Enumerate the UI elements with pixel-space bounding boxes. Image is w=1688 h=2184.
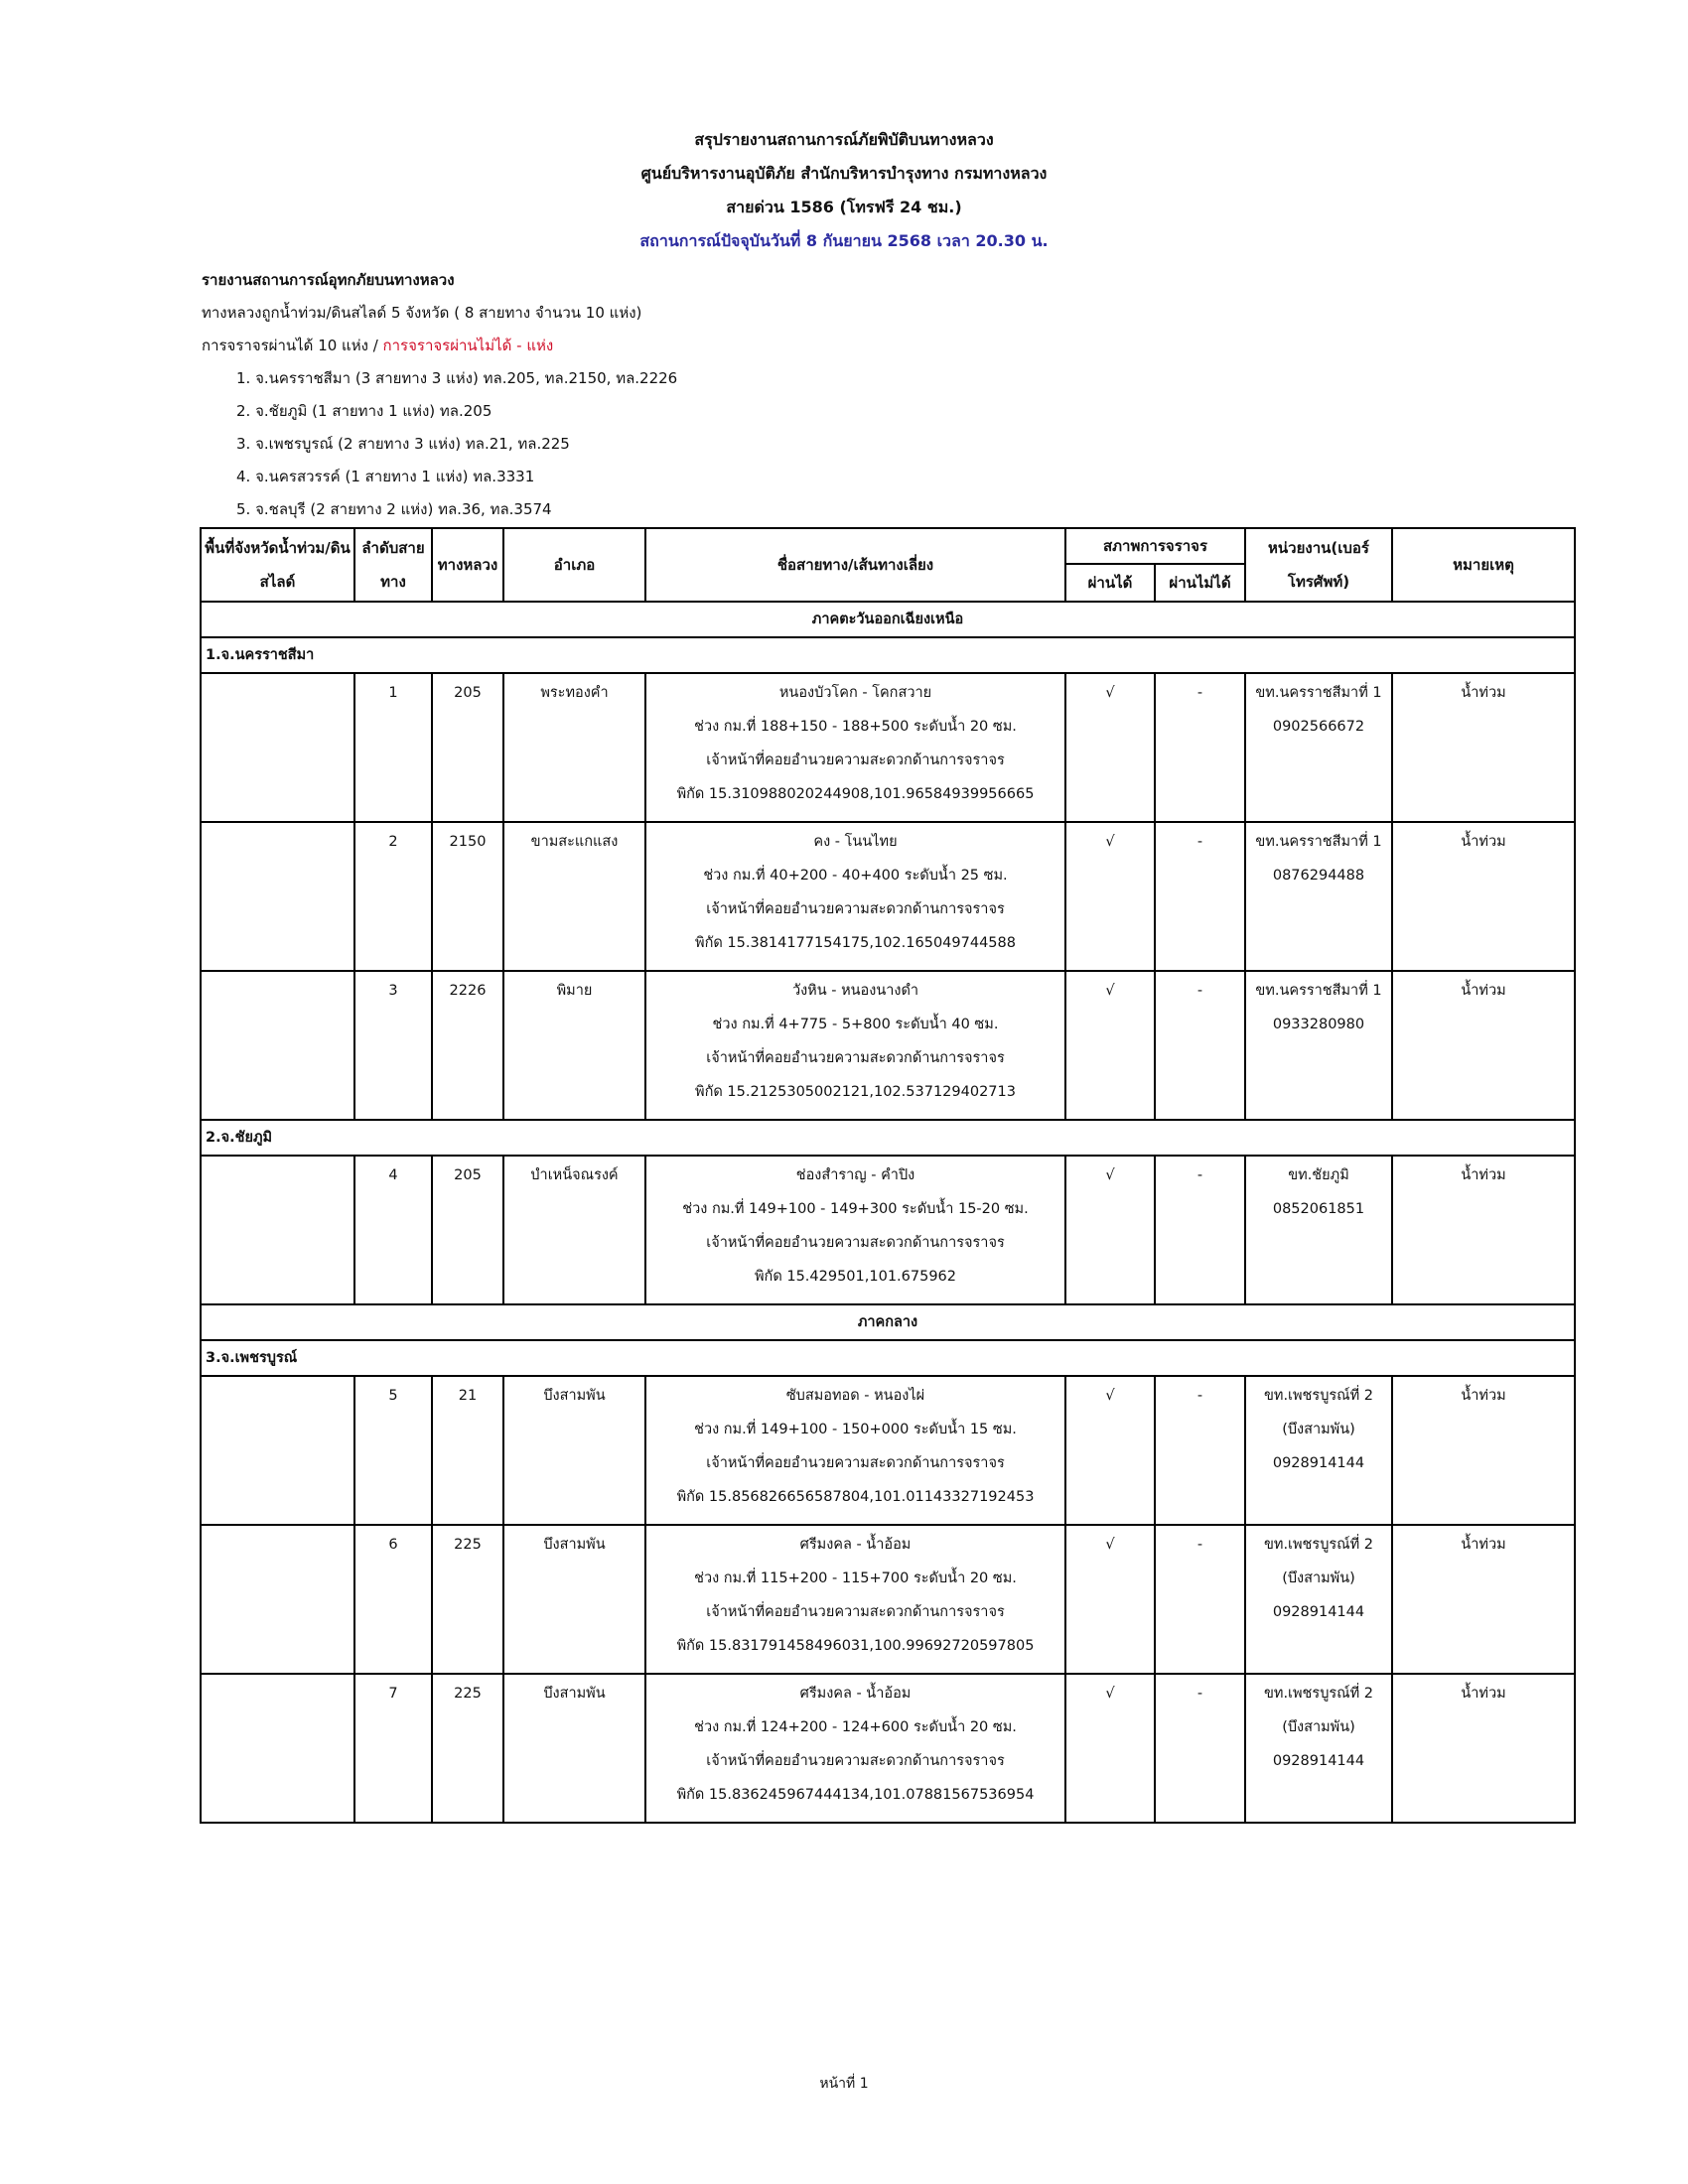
table-row — [201, 1376, 1575, 1525]
route-cell-line: เจ้าหน้าที่คอยอำนวยความสะดวกด้านการจราจร — [706, 1050, 1005, 1066]
unit-cell — [1245, 1376, 1392, 1525]
order-cell: 7 — [354, 1674, 432, 1823]
province-summary-item: 5. จ.ชลบุรี (2 สายทาง 2 แห่ง) ทล.36, ทล.3574 — [236, 500, 552, 518]
unit-cell-line: ขท.เพชรบูรณ์ที่ 2 — [1263, 1686, 1374, 1702]
region-row — [201, 602, 1575, 637]
header-row — [201, 528, 1575, 564]
route-cell-line: ช่วง กม.ที่ 149+100 - 150+000 ระดับน้ำ 15 ซม. — [694, 1422, 1017, 1437]
route-cell-line: วังหิน - หนองนางดำ — [791, 983, 919, 999]
area-cell — [201, 1525, 354, 1674]
district-cell: บึงสามพัน — [503, 1376, 645, 1525]
unit-cell-line: ขท.เพชรบูรณ์ที่ 2 — [1263, 1537, 1374, 1553]
col-pass: ผ่านได้ — [1065, 564, 1155, 602]
pass-cell: √ — [1065, 971, 1155, 1120]
route-cell-line: พิกัด 15.836245967444134,101.07881567536954 — [676, 1787, 1035, 1803]
region-row — [201, 1304, 1575, 1340]
table-row — [201, 1674, 1575, 1823]
route-cell-line: หนองบัวโคก - โคกสวาย — [778, 685, 932, 701]
route-cell-line: เจ้าหน้าที่คอยอำนวยความสะดวกด้านการจราจร — [706, 901, 1005, 917]
pass-cell: √ — [1065, 1156, 1155, 1304]
no-pass-cell: - — [1155, 673, 1245, 822]
unit-cell-line: 0876294488 — [1272, 868, 1365, 884]
impassable-count: การจราจรผ่านไม่ได้ - แห่ง — [382, 337, 554, 354]
route-cell-line: ช่วง กม.ที่ 115+200 - 115+700 ระดับน้ำ 20 ซม. — [694, 1570, 1017, 1586]
route-cell-line: พิกัด 15.429501,101.675962 — [754, 1269, 957, 1285]
route-cell-line: ช่วง กม.ที่ 40+200 - 40+400 ระดับน้ำ 25 ซม. — [703, 868, 1008, 884]
route-cell-line: ช่วง กม.ที่ 124+200 - 124+600 ระดับน้ำ 20 ซม. — [694, 1719, 1017, 1735]
route-cell — [645, 1525, 1065, 1674]
unit-cell-line: 0928914144 — [1272, 1753, 1365, 1769]
unit-cell-line: 0852061851 — [1272, 1201, 1365, 1217]
province-row — [201, 1120, 1575, 1156]
unit-cell-line: 0902566672 — [1272, 719, 1365, 735]
area-cell — [201, 1156, 354, 1304]
route-cell-line: คง - โนนไทย — [813, 834, 898, 850]
unit-cell — [1245, 1674, 1392, 1823]
no-pass-cell: - — [1155, 1376, 1245, 1525]
pass-cell: √ — [1065, 822, 1155, 971]
district-cell: บำเหน็จณรงค์ — [503, 1156, 645, 1304]
province-name: 2.จ.ชัยภูมิ — [201, 1120, 1575, 1156]
remark-cell: น้ำท่วม — [1392, 1674, 1575, 1823]
incident-table — [200, 527, 1576, 1824]
status-timestamp: สถานการณ์ปัจจุบันวันที่ 8 กันยายน 2568 เวลา 20.30 น. — [639, 231, 1049, 250]
area-cell — [201, 1674, 354, 1823]
affected-summary: ทางหลวงถูกน้ำท่วม/ดินสไลด์ 5 จังหวัด ( 8 สายทาง จำนวน 10 แห่ง) — [202, 304, 642, 322]
province-row — [201, 637, 1575, 673]
unit-cell-line: ขท.นครราชสีมาที่ 1 — [1255, 834, 1382, 850]
unit-cell — [1245, 673, 1392, 822]
order-cell: 5 — [354, 1376, 432, 1525]
col-order: ลำดับสายทาง — [354, 528, 432, 602]
department-name: ศูนย์บริหารงานอุบัติภัย สำนักบริหารบำรุงทาง กรมทางหลวง — [640, 164, 1048, 183]
route-cell — [645, 673, 1065, 822]
unit-cell — [1245, 822, 1392, 971]
route-cell-line: ช่องสำราญ - คำปิง — [795, 1167, 915, 1183]
remark-cell: น้ำท่วม — [1392, 673, 1575, 822]
pass-cell: √ — [1065, 1674, 1155, 1823]
area-cell — [201, 1376, 354, 1525]
remark-cell: น้ำท่วม — [1392, 1525, 1575, 1674]
route-cell-line: พิกัด 15.831791458496031,100.99692720597805 — [676, 1638, 1035, 1654]
unit-cell — [1245, 1156, 1392, 1304]
district-cell: พิมาย — [503, 971, 645, 1120]
unit-cell-line: ขท.ชัยภูมิ — [1288, 1167, 1349, 1183]
region-name: ภาคตะวันออกเฉียงเหนือ — [201, 602, 1575, 637]
highway-cell: 205 — [432, 673, 503, 822]
unit-cell-line: 0933280980 — [1272, 1017, 1365, 1032]
area-cell — [201, 971, 354, 1120]
route-cell-line: พิกัด 15.310988020244908,101.96584939956665 — [676, 786, 1035, 802]
no-pass-cell: - — [1155, 822, 1245, 971]
unit-cell-line: ขท.นครราชสีมาที่ 1 — [1255, 983, 1382, 999]
province-name: 3.จ.เพชรบูรณ์ — [201, 1340, 1575, 1376]
route-cell — [645, 1376, 1065, 1525]
remark-cell: น้ำท่วม — [1392, 822, 1575, 971]
table-row — [201, 1525, 1575, 1674]
col-area: พื้นที่จังหวัดน้ำท่วม/ดินสไลด์ — [201, 528, 354, 602]
highway-cell: 225 — [432, 1674, 503, 1823]
unit-cell-line: 0928914144 — [1272, 1455, 1365, 1471]
highway-cell: 2226 — [432, 971, 503, 1120]
route-cell — [645, 822, 1065, 971]
summary-heading: รายงานสถานการณ์อุทกภัยบนทางหลวง — [202, 271, 455, 289]
remark-cell: น้ำท่วม — [1392, 971, 1575, 1120]
route-cell-line: เจ้าหน้าที่คอยอำนวยความสะดวกด้านการจราจร — [706, 1604, 1005, 1620]
col-unit: หน่วยงาน(เบอร์โทรศัพท์) — [1245, 528, 1392, 602]
route-cell-line: เจ้าหน้าที่คอยอำนวยความสะดวกด้านการจราจร — [706, 1455, 1005, 1471]
route-cell — [645, 1156, 1065, 1304]
table-row — [201, 1156, 1575, 1304]
route-cell-line: พิกัด 15.2125305002121,102.537129402713 — [695, 1084, 1016, 1100]
highway-cell: 2150 — [432, 822, 503, 971]
route-cell-line: พิกัด 15.856826656587804,101.01143327192453 — [676, 1489, 1035, 1505]
unit-cell — [1245, 971, 1392, 1120]
route-cell-line: เจ้าหน้าที่คอยอำนวยความสะดวกด้านการจราจร — [706, 1753, 1005, 1769]
summary-section — [202, 264, 677, 526]
area-cell — [201, 822, 354, 971]
unit-cell-line: 0928914144 — [1272, 1604, 1365, 1620]
order-cell: 4 — [354, 1156, 432, 1304]
table-body — [201, 602, 1575, 1823]
order-cell: 1 — [354, 673, 432, 822]
unit-cell-line: (บึงสามพัน) — [1282, 1719, 1355, 1735]
col-traffic: สภาพการจราจร — [1065, 528, 1245, 564]
order-cell: 6 — [354, 1525, 432, 1674]
route-cell-line: ซับสมอทอด - หนองไผ่ — [785, 1388, 925, 1404]
col-district: อำเภอ — [503, 528, 645, 602]
col-no-pass: ผ่านไม่ได้ — [1155, 564, 1245, 602]
remark-cell: น้ำท่วม — [1392, 1376, 1575, 1525]
unit-cell-line: (บึงสามพัน) — [1282, 1422, 1355, 1437]
province-summary-item: 3. จ.เพชรบูรณ์ (2 สายทาง 3 แห่ง) ทล.21, ทล.225 — [236, 435, 570, 453]
province-row — [201, 1340, 1575, 1376]
province-name: 1.จ.นครราชสีมา — [201, 637, 1575, 673]
route-cell — [645, 971, 1065, 1120]
report-title: สรุปรายงานสถานการณ์ภัยพิบัติบนทางหลวง — [694, 130, 994, 149]
no-pass-cell: - — [1155, 1156, 1245, 1304]
district-cell: บึงสามพัน — [503, 1525, 645, 1674]
table-row — [201, 673, 1575, 822]
district-cell: บึงสามพัน — [503, 1674, 645, 1823]
pass-cell: √ — [1065, 1525, 1155, 1674]
unit-cell-line: (บึงสามพัน) — [1282, 1570, 1355, 1586]
route-cell-line: เจ้าหน้าที่คอยอำนวยความสะดวกด้านการจราจร — [706, 1235, 1005, 1251]
table-row — [201, 971, 1575, 1120]
route-cell-line: เจ้าหน้าที่คอยอำนวยความสะดวกด้านการจราจร — [706, 752, 1005, 768]
highway-cell: 225 — [432, 1525, 503, 1674]
area-cell — [201, 673, 354, 822]
district-cell: พระทองคำ — [503, 673, 645, 822]
remark-cell: น้ำท่วม — [1392, 1156, 1575, 1304]
route-cell-line: ศรีมงคล - น้ำอ้อม — [799, 1537, 912, 1553]
order-cell: 2 — [354, 822, 432, 971]
province-summary-item: 2. จ.ชัยภูมิ (1 สายทาง 1 แห่ง) ทล.205 — [236, 402, 492, 420]
province-summary-item: 1. จ.นครราชสีมา (3 สายทาง 3 แห่ง) ทล.205, ทล.2150, ทล.2226 — [236, 369, 678, 387]
page-number: หน้าที่ 1 — [819, 2076, 869, 2092]
pass-cell: √ — [1065, 673, 1155, 822]
col-route: ชื่อสายทาง/เส้นทางเลี่ยง — [645, 528, 1065, 602]
order-cell: 3 — [354, 971, 432, 1120]
hotline: สายด่วน 1586 (โทรฟรี 24 ชม.) — [726, 198, 962, 216]
route-cell-line: ช่วง กม.ที่ 4+775 - 5+800 ระดับน้ำ 40 ซม. — [712, 1017, 999, 1032]
route-cell-line: ช่วง กม.ที่ 149+100 - 149+300 ระดับน้ำ 15-20 ซม. — [682, 1201, 1029, 1217]
pass-cell: √ — [1065, 1376, 1155, 1525]
region-name: ภาคกลาง — [201, 1304, 1575, 1340]
highway-cell: 21 — [432, 1376, 503, 1525]
col-remark: หมายเหตุ — [1392, 528, 1575, 602]
route-cell-line: ศรีมงคล - น้ำอ้อม — [799, 1686, 912, 1702]
no-pass-cell: - — [1155, 1674, 1245, 1823]
traffic-summary — [202, 330, 677, 362]
district-cell: ขามสะแกแสง — [503, 822, 645, 971]
passable-count: การจราจรผ่านได้ 10 แห่ง / — [202, 337, 383, 354]
no-pass-cell: - — [1155, 971, 1245, 1120]
province-summary-item: 4. จ.นครสวรรค์ (1 สายทาง 1 แห่ง) ทล.3331 — [236, 468, 535, 485]
highway-cell: 205 — [432, 1156, 503, 1304]
no-pass-cell: - — [1155, 1525, 1245, 1674]
col-highway: ทางหลวง — [432, 528, 503, 602]
route-cell — [645, 1674, 1065, 1823]
unit-cell — [1245, 1525, 1392, 1674]
unit-cell-line: ขท.นครราชสีมาที่ 1 — [1255, 685, 1382, 701]
route-cell-line: ช่วง กม.ที่ 188+150 - 188+500 ระดับน้ำ 20 ซม. — [694, 719, 1017, 735]
report-header — [0, 123, 1688, 258]
unit-cell-line: ขท.เพชรบูรณ์ที่ 2 — [1263, 1388, 1374, 1404]
route-cell-line: พิกัด 15.3814177154175,102.165049744588 — [695, 935, 1016, 951]
table-row — [201, 822, 1575, 971]
